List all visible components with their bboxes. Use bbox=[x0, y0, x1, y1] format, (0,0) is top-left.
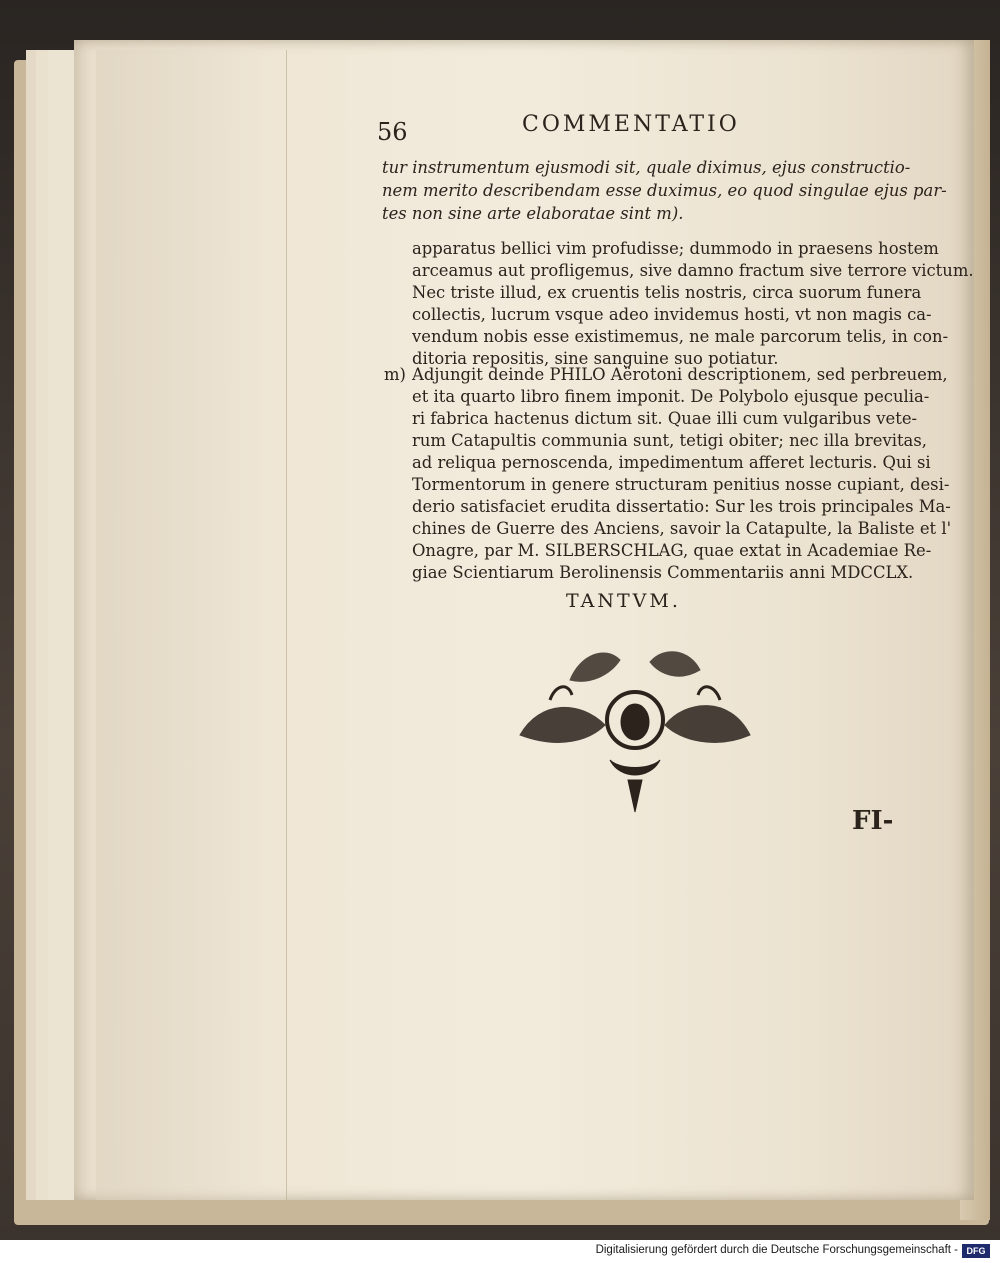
closing-word: TANTVM. bbox=[566, 590, 681, 612]
footnote-line: Onagre, par M. SILBERSCHLAG, quae extat in Academiae Re- bbox=[412, 541, 932, 560]
note-line: arceamus aut profligemus, sive damno fractum sive terrore victum. bbox=[412, 261, 974, 280]
main-text-line: tur instrumentum ejusmodi sit, quale diximus, ejus constructio- bbox=[382, 158, 911, 177]
folded-leaf bbox=[96, 50, 287, 1200]
footnote-line: ri fabrica hactenus dictum sit. Quae illi cum vulgaribus vete- bbox=[412, 409, 918, 428]
footnote-line: rum Catapultis communia sunt, tetigi obiter; nec illa brevitas, bbox=[412, 431, 927, 450]
footer-credit: Digitalisierung gefördert durch die Deutsche Forschungsgemeinschaft - bbox=[595, 1244, 958, 1256]
ornament-vignette-icon bbox=[510, 640, 760, 815]
catchword: FI- bbox=[852, 806, 894, 836]
running-title: COMMENTATIO bbox=[522, 112, 740, 137]
footnote-line: Tormentorum in genere structuram penitius nosse cupiant, desi- bbox=[412, 475, 950, 494]
page-number: 56 bbox=[377, 118, 408, 146]
main-text-line: nem merito describendam esse duximus, eo quod singulae ejus par- bbox=[382, 181, 947, 200]
footnote-marker: m) bbox=[384, 365, 406, 384]
note-line: vendum nobis esse existimemus, ne male parcorum telis, in con- bbox=[412, 327, 949, 346]
note-line: ditoria repositis, sine sanguine suo potiatur. bbox=[412, 349, 779, 368]
footnote-line: derio satisfaciet erudita dissertatio: Sur les trois principales Ma- bbox=[412, 497, 951, 516]
footnote-line: et ita quarto libro finem imponit. De Polybolo ejusque peculia- bbox=[412, 387, 930, 406]
note-line: collectis, lucrum vsque adeo invidemus hosti, vt non magis ca- bbox=[412, 305, 932, 324]
note-line: apparatus bellici vim profudisse; dummodo in praesens hostem bbox=[412, 239, 939, 258]
footnote-line: giae Scientiarum Berolinensis Commentariis anni MDCCLX. bbox=[412, 563, 914, 582]
note-line: Nec triste illud, ex cruentis telis nostris, circa suorum funera bbox=[412, 283, 922, 302]
footnote-line: Adjungit deinde PHILO Aërotoni descriptionem, sed perbreuem, bbox=[412, 365, 948, 384]
footnote-line: ad reliqua pernoscenda, impedimentum afferet lecturis. Qui si bbox=[412, 453, 931, 472]
main-text-line: tes non sine arte elaboratae sint m). bbox=[382, 204, 684, 223]
dfg-logo-icon: DFG bbox=[962, 1244, 990, 1258]
footnote-line: chines de Guerre des Anciens, savoir la Catapulte, la Baliste et l' bbox=[412, 519, 952, 538]
